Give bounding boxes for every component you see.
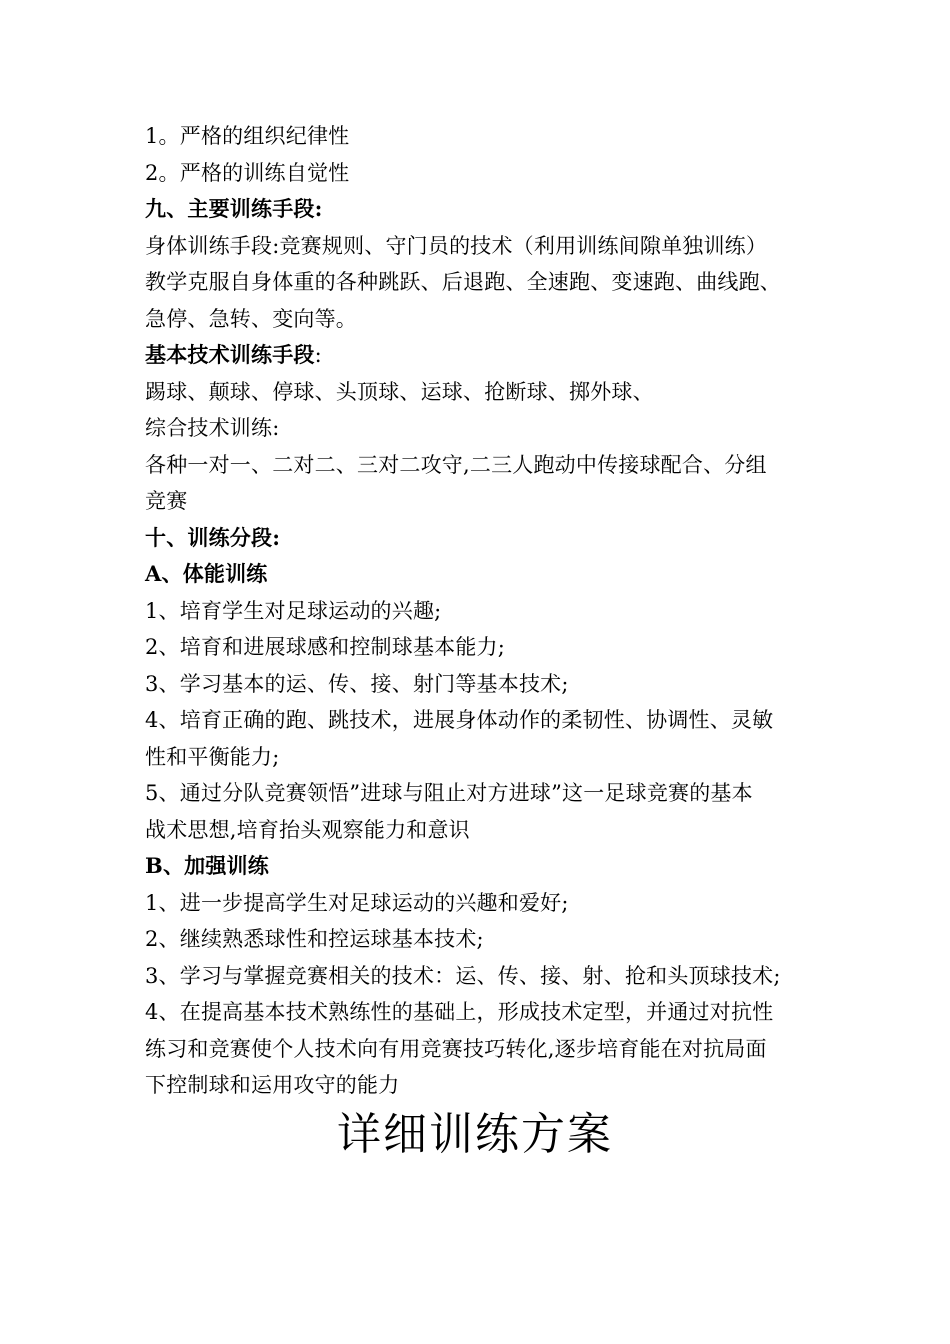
body-text: 1、进一步提高学生对足球运动的兴趣和爱好;	[145, 890, 569, 915]
body-text: 5、通过分队竞赛领悟”进球与阻止对方进球”这一足球竞赛的基本	[145, 781, 753, 805]
body-text: 2。严格的训练自觉性	[145, 160, 350, 185]
heading-text: 十、训练分段:	[145, 524, 281, 550]
body-text: 4、在提高基本技术熟练性的基础上，形成技术定型，并通过对抗性	[145, 1000, 774, 1024]
text-line	[145, 301, 817, 338]
text-line	[145, 118, 817, 155]
text-line	[145, 155, 817, 192]
text-line	[145, 337, 817, 374]
text-line	[145, 994, 817, 1031]
punctuation: :	[314, 343, 322, 367]
text-line	[145, 483, 817, 520]
heading-text: 基本技术训练手段	[145, 342, 315, 367]
text-line	[145, 848, 817, 885]
text-line	[145, 556, 817, 593]
heading-text: B、加强训练	[145, 853, 269, 878]
text-line	[145, 264, 817, 301]
body-text: 竞赛	[145, 489, 188, 513]
text-line	[145, 921, 817, 958]
text-line	[145, 1031, 817, 1068]
body-text: 综合技术训练:	[145, 416, 280, 440]
body-text: 1、培育学生对足球运动的兴趣;	[145, 598, 442, 623]
body-text: 4、培育正确的跑、跳技术，进展身体动作的柔韧性、协调性、灵敏	[145, 708, 774, 732]
text-line	[145, 666, 817, 703]
text-line	[145, 191, 817, 228]
body-text: 3、学习基本的运、传、接、射门等基本技术;	[145, 671, 569, 696]
text-line	[145, 775, 817, 812]
document-body	[145, 118, 817, 1104]
text-line	[145, 228, 817, 265]
text-line	[145, 885, 817, 922]
body-text: 3、学习与掌握竞赛相关的技术：运、传、接、射、抢和头顶球技术;	[145, 963, 781, 988]
text-line	[145, 374, 817, 411]
text-line	[145, 812, 817, 849]
body-text: 练习和竞赛使个人技术向有用竞赛技巧转化,逐步培育能在对抗局面	[145, 1036, 767, 1061]
body-text: 2、培育和进展球感和控制球基本能力;	[145, 635, 506, 659]
body-text: 急停、急转、变向等。	[145, 306, 357, 331]
heading-text: A、体能训练	[145, 561, 268, 586]
heading-text: 九、主要训练手段:	[145, 196, 323, 221]
body-text: 踢球、颠球、停球、头顶球、运球、抢断球、掷外球、	[145, 379, 654, 404]
body-text: 下控制球和运用攻守的能力	[145, 1073, 400, 1097]
text-line	[145, 410, 817, 447]
text-line	[145, 593, 817, 630]
text-line	[145, 520, 817, 557]
text-line	[145, 629, 817, 666]
body-text: 2、继续熟悉球性和控运球基本技术;	[145, 927, 484, 951]
text-line	[145, 702, 817, 739]
body-text: 各种一对一、二对二、三对二攻守,二三人跑动中传接球配合、分组	[145, 452, 767, 477]
text-line	[145, 447, 817, 484]
body-text: 1。严格的组织纪律性	[145, 124, 350, 148]
text-line	[145, 1067, 817, 1104]
section-title: 详细训练方案	[337, 1109, 613, 1160]
body-text: 身体训练手段:竞赛规则、守门员的技术（利用训练间隙单独训练）	[145, 233, 768, 258]
text-line	[145, 958, 817, 995]
text-line	[145, 739, 817, 776]
body-text: 战术思想,培育抬头观察能力和意识	[145, 817, 470, 842]
body-text: 性和平衡能力;	[145, 744, 280, 769]
body-text: 教学克服自身体重的各种跳跃、后退跑、全速跑、变速跑、曲线跑、	[145, 270, 781, 294]
